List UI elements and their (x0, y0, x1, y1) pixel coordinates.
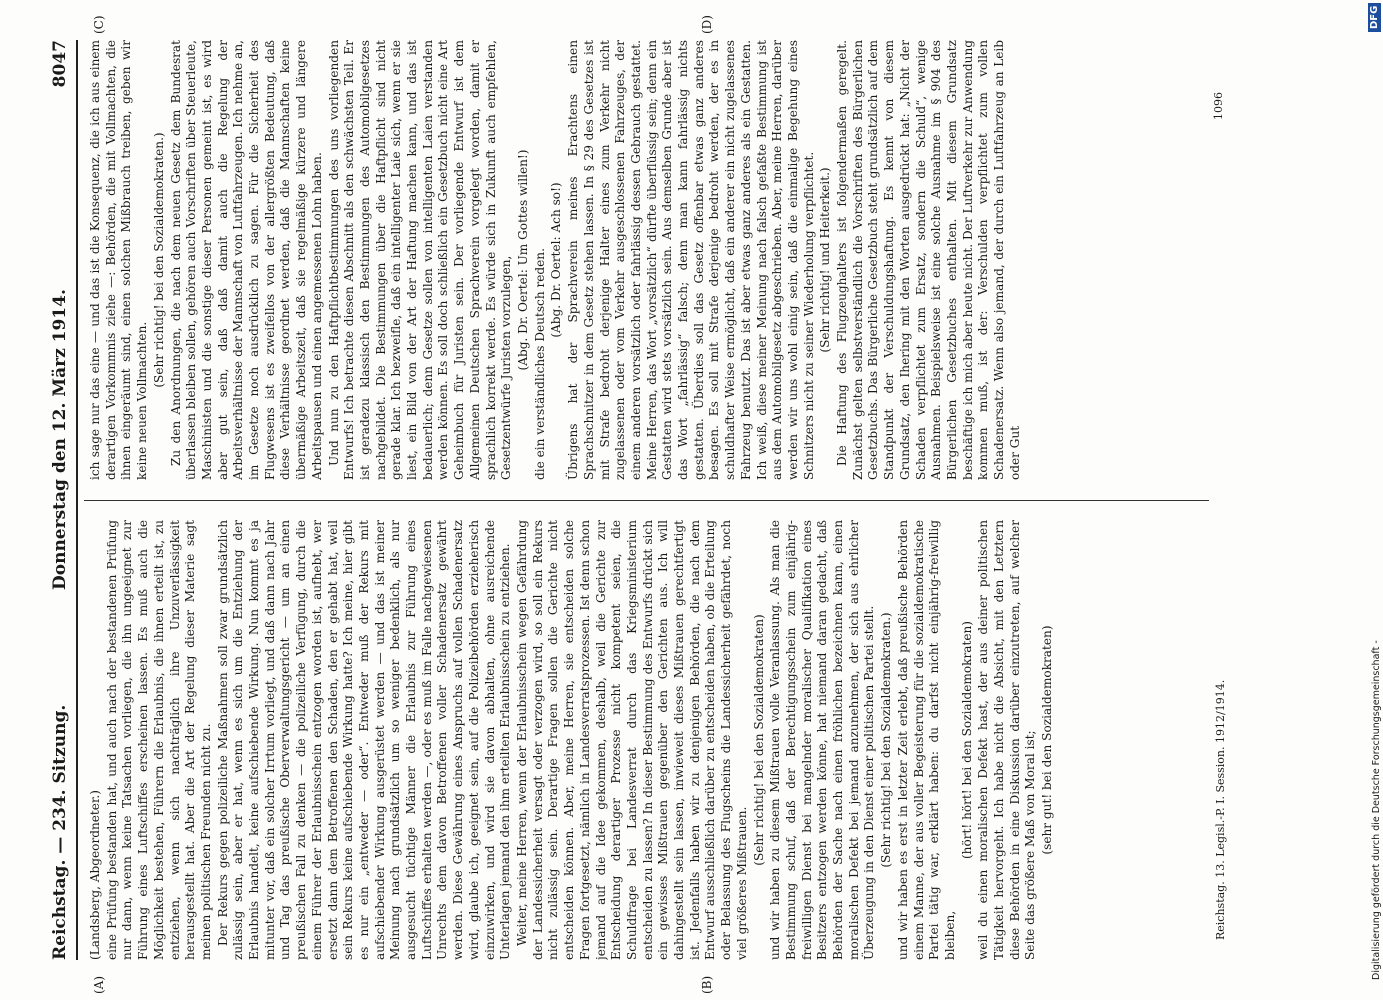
paragraph: weil du einen moralischen Defekt hast, der aus deiner politischen Tätigkeit hervorgeht. Ich habe nicht die Absicht, mit den Letztern diese Behörden in eine Diskussion darüber einzutreten, auf welcher Seite das größere Maß von Moral ist; (976, 520, 1038, 960)
paragraph: Übrigens hat der Sprachverein meines Erachtens einen Sprachschnitzer in dem Gesetz stehen lassen. In § 29 des Gesetzes ist mit Strafe bedroht derjenige Halter eines zum Verkehr nicht zugelassenen oder vom Verkehr ausgeschlossenen Fahrzeuges, der einem anderen vorsätzlich oder fahrlässig dessen Gebrauch gestattet. Meine Herren, das Wort „vorsätzlich“ dürfte überflüssig sein; denn ein Gestatten wird stets vorsätzlich sein. Aus demselben Grunde aber ist das Wort „fahrlässig“ falsch; denn man kann fahrlässig nichts gestatten. Überdies soll das Gesetz offenbar etwas ganz anderes besagen. Es soll mit Strafe derjenige bedroht werden, der es in schuldhafter Weise ermöglicht, daß ein anderer ein nicht zugelassenes Fahrzeug benutzt. Das ist aber etwas ganz anderes als ein Gestatten. Ich weiß, diese meiner Meinung nach falsch gefaßte Bestimmung ist aus dem Automobilgesetz abgeschrieben. Aber, meine Herren, darüber werden wir uns wohl einig sein, daß die einmalige Begehung eines Schnitzers nicht zu seiner Wiederholung verpflichtet. (566, 40, 816, 480)
paragraph: und wir haben zu diesem Mißtrauen volle Veranlassung. Als man die Bestimmung schuf, daß der Berechtigungsschein zum einjährig-freiwilligen Dienst bei mangelnder moralischer Qualifikation eines Besitzers entzogen werden könne, hat niemand daran gedacht, daß Behörden der Sache nach einen fröhlichen bezeichnen kann, einen moralischen Defekt bei jemand anzunehmen, der sich aus ehrlicher Überzeugung in den Dienst einer politischen Partei stellt. (768, 520, 877, 960)
interjection: (Sehr richtig! bei den Sozialdemokraten.) (151, 132, 166, 388)
column-divider (84, 500, 1209, 501)
paragraph: die ein verständliches Deutsch reden. (532, 248, 547, 480)
interjection: (Abg. Dr. Oertel: Ach so!) (549, 182, 564, 338)
margin-marker-a: (A) (92, 975, 106, 994)
paragraph: Der Rekurs gegen polizeiliche Maßnahmen soll zwar grundsätzlich zulässig sein, aber er hat, wenn es sich um die Entziehung der Erlaubnis handelt, keine aufschiebende Wirkung. Nun kommt es ja mitunter vor, daß ein solcher Irrtum vorliegt, und daß dann nach Jahr und Tag das preußische Oberverwaltungsgericht — um an einen preußischen Fall zu denken — die polizeiliche Verfügung, durch die einem Führer der Erlaubnisschein entzogen worden ist, aufhebt, wer ersetzt dann dem Betroffenen den Schaden, den er gehabt hat, weil sein Rekurs keine aufschiebende Wirkung hatte? Ich meine, hier gibt es nur ein „entweder — oder“. Entweder muß der Rekurs mit aufschiebender Wirkung ausgerüstet werden — und das ist meiner Meinung nach grundsätzlich um so weniger bedenklich, als nur ausgesucht tüchtige Männer die Erlaubnis zur Führung eines Luftschiffes erhalten werden —, oder es muß im Falle nachgewiesenen Unrechts dem davon Betroffenen voller Schadenersatz gewährt werden. Diese Gewährung eines Anspruchs auf vollen Schadenersatz wird, glaube ich, geeignet sein, auf die Polizeibehörden erzieherisch einzuwirken, und wird sie davon abhalten, ohne ausreichende Unterlagen jemand den ihm erteilten Erlaubnisschein zu entziehen. (215, 520, 513, 960)
page-header (44, 40, 78, 960)
dfg-logo: DFG (1368, 3, 1381, 32)
paragraph: ich sage nur das eine — und das ist die Konsequenz, die ich aus einem derartigen Vorkommnis ziehe —: Behörden, die mit Vollmachten, die ihnen eingeräumt sind, einen solchen Mißbrauch treiben, geben wir keine neuen Vollmachten. (88, 40, 150, 480)
paragraph: Weiter, meine Herren, wenn der Erlaubnisschein wegen Gefährdung der Landessicherheit versagt oder verzogen wird, so soll ein Rekurs nicht zulässig sein. Derartige Fragen sollen die Gerichte nicht entscheiden können. Aber, meine Herren, sie entscheiden solche Fragen fortgesetzt, nämlich in Landesverratsprozessen. Ist denn schon jemand auf die Idee gekommen, deshalb, weil die Gerichte zur Entscheidung derartiger Prozesse nicht kompetent seien, die Schuldfrage bei Landesverrat durch das Kriegsministerium entscheiden zu lassen? In dieser Bestimmung des Entwurfs drückt sich ein gewisses Mißtrauen gegenüber den Gerichten aus. Ich will dahingestellt sein lassen, inwieweit dieses Mißtrauen gerechtfertigt ist. Jedenfalls haben wir zu denjenigen Behörden, die nach dem Entwurf ausschließlich darüber zu entscheiden haben, ob die Erteilung oder Belassung des Flugscheins die Landessicherheit gefährdet, noch viel größeres Mißtrauen. (514, 520, 749, 960)
header-page-number: 8047 (50, 40, 70, 88)
digitization-note: Digitalisierung gefördert durch die Deutsche Forschungsgemeinschaft - (1371, 640, 1382, 980)
margin-marker-d: (D) (700, 15, 714, 34)
page-footer: Reichstag. 13. Legisl.-P. I. Session. 1912/1914. (1214, 679, 1227, 940)
interjection: (Sehr richtig! bei den Sozialdemokraten.) (879, 612, 894, 868)
interjection: (Sehr richtig! bei den Sozialdemokraten) (751, 614, 766, 866)
interjection: (Sehr richtig! und Heiterkeit.) (818, 167, 833, 353)
header-date: Donnerstag den 12. März 1914. (50, 289, 70, 590)
left-column (88, 520, 1208, 960)
interjection: (Abg. Dr. Oertel: Um Gottes willen!) (515, 149, 530, 371)
right-column (88, 40, 1208, 480)
paragraph: Zu den Anordnungen, die nach dem neuen Gesetz dem Bundesrat überlassen bleiben sollen, gehören auch Vorschriften über Steuerleute, Maschinisten und die sonstige dieser Personen gemeint ist, es wird aber gut sein, daß daß damit auch die Regelung der Arbeitsverhältnisse der Mannschaft von Luftfahrzeugen. Ich nehme an, im Gesetze noch ausdrücklich zu sagen. Für die Sicherheit des Flugwesens ist es zweifellos von der allergrößten Bedeutung, daß diese Verhältnisse geordnet werden, daß die Mannschaften keine übermäßige Arbeitszeit, daß sie regelmäßige kürzere und längere Arbeitspausen und einen angemessenen Lohn haben. (168, 40, 324, 480)
paragraph: eine Prüfung bestanden hat, und auch nach der bestandenen Prüfung nur dann, wenn keine Tatsachen vorliegen, die ihn ungeeignet zur Führung eines Luftschiffes erscheinen lassen. Es muß auch die Möglichkeit bestehen, Führern die Erlaubnis, die ihnen erteilt ist, zu entziehen, wenn sich nachträglich ihre Unzuverlässigkeit herausgestellt hat. Aber die Art der Regelung dieser Materie sagt meinen politischen Freunden nicht zu. (104, 520, 213, 960)
paragraph: Und nun zu den Haftpflichtbestimmungen des uns vorliegenden Entwurfs! Ich betrachte diesen Abschnitt als den schwächsten Teil. Er ist geradezu klassisch den Bestimmungen des Automobilgesetzes nachgebildet. Die Bestimmungen über die Haftpflicht sind nicht gerade klar. Ich bezweifle, daß ein intelligenter Laie sich, wenn er sie liest, ein Bild von der Art der Haftung machen kann, und das ist bedauerlich; denn Gesetze sollen von intelligenten Laien verstanden werden können. Es soll doch schließlich ein Gesetzbuch nicht eine Art Geheimbuch für Juristen sein. Der vorliegende Entwurf ist dem Allgemeinen Deutschen Sprachverein vorgelegt worden, damit er sprachlich korrekt werde. Es würde sich in Zukunft auch empfehlen, Gesetzentwürfe Juristen vorzulegen, (326, 40, 514, 480)
header-session: Reichstag. — 234. Sitzung. (50, 704, 70, 960)
footer-sheet-number: 1096 (1212, 92, 1225, 120)
paragraph: und wir haben es erst in letzter Zeit erlebt, daß preußische Behörden einem Manne, der aus voller Begeisterung für die sozialdemokratische Partei tätig war, erklärt haben: du darfst nicht einjährig-freiwillig bleiben, (895, 520, 957, 960)
margin-marker-b: (B) (700, 975, 714, 994)
interjection: (sehr gut! bei den Sozialdemokraten) (1040, 625, 1055, 855)
paragraph: (Landsberg, Abgeordneter.) (88, 790, 102, 960)
margin-marker-c: (C) (92, 15, 106, 34)
interjection: (hört! hört! bei den Sozialdemokraten) (959, 620, 974, 860)
paragraph: Die Haftung des Flugzeughalters ist folgendermaßen geregelt. Zunächst gelten selbstverständlich die Vorschriften des Bürgerlichen Gesetzbuchs. Das Bürgerliche Gesetzbuch steht grundsätzlich auf dem Standpunkt der Verschuldungshaftung. Es kennt von diesem Grundsatz, den Ihering mit den Worten ausgedrückt hat: „Nicht der Schaden verpflichtet zum Ersatz, sondern die Schuld“, wenige Ausnahmen. Beispielsweise ist eine solche Ausnahme im § 904 des Bürgerlichen Gesetzbuches enthalten. Mit diesem Grundsatz beschäftige ich mich aber heute nicht. Der Luftverkehr zur Anwendung kommen muß, ist der: Verschulden verpflichtet zum vollen Schadenersatz. Wenn also jemand, der durch ein Luftfahrzeug an Leib oder Gut (835, 40, 1022, 480)
